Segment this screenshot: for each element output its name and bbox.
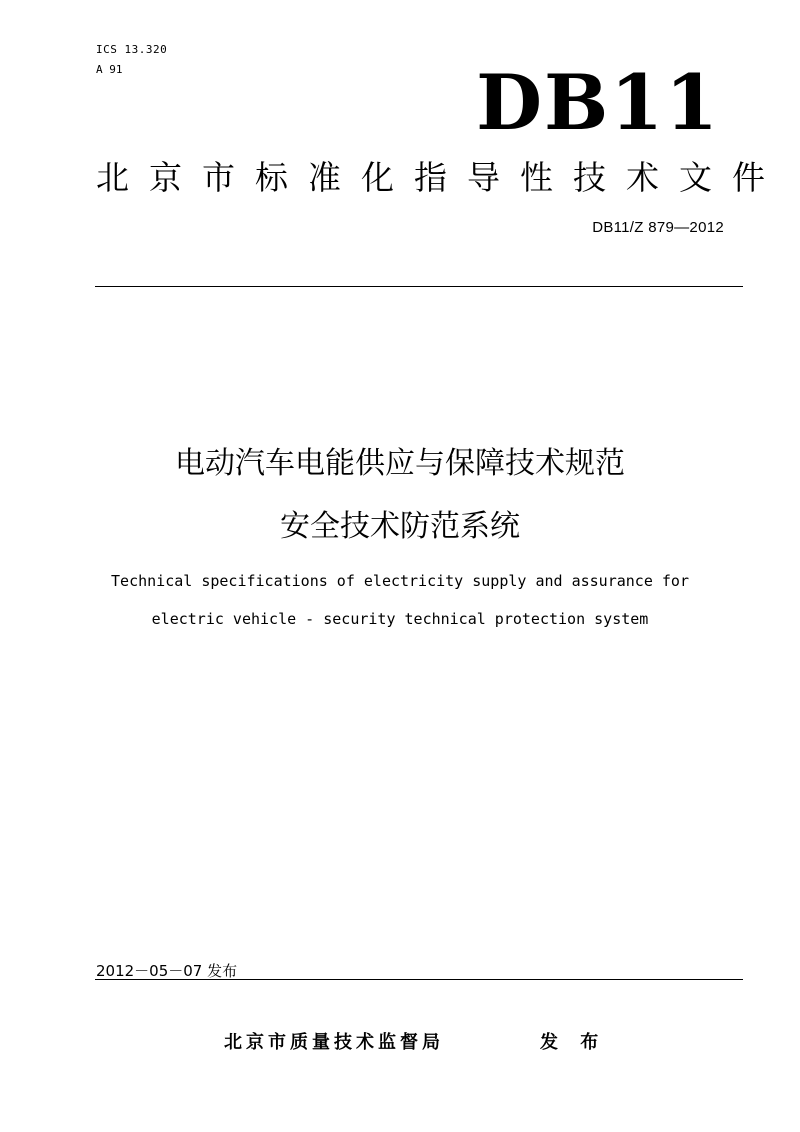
ccs-code: A 91 bbox=[96, 63, 123, 76]
title-en-line2: electric vehicle - security technical protection system bbox=[151, 610, 649, 628]
ics-code: ICS 13.320 bbox=[96, 43, 168, 56]
standard-mark: DB11 bbox=[476, 58, 720, 147]
title-en-line1: Technical specifications of electricity supply and assurance for bbox=[111, 572, 689, 590]
top-divider bbox=[95, 286, 743, 287]
issuer: 北京市质量技术监督局 bbox=[224, 1032, 444, 1053]
document-number: DB11/Z 879—2012 bbox=[592, 219, 724, 236]
title-cn-line2: 安全技术防范系统 bbox=[280, 509, 520, 544]
document-type: 北京市标准化指导性技术文件 bbox=[96, 158, 785, 197]
title-cn-line1: 电动汽车电能供应与保障技术规范 bbox=[175, 446, 625, 481]
issue-date: 2012－05－07 发布 bbox=[96, 962, 238, 980]
bottom-divider bbox=[95, 979, 743, 980]
issue-label: 发 布 bbox=[540, 1032, 607, 1053]
